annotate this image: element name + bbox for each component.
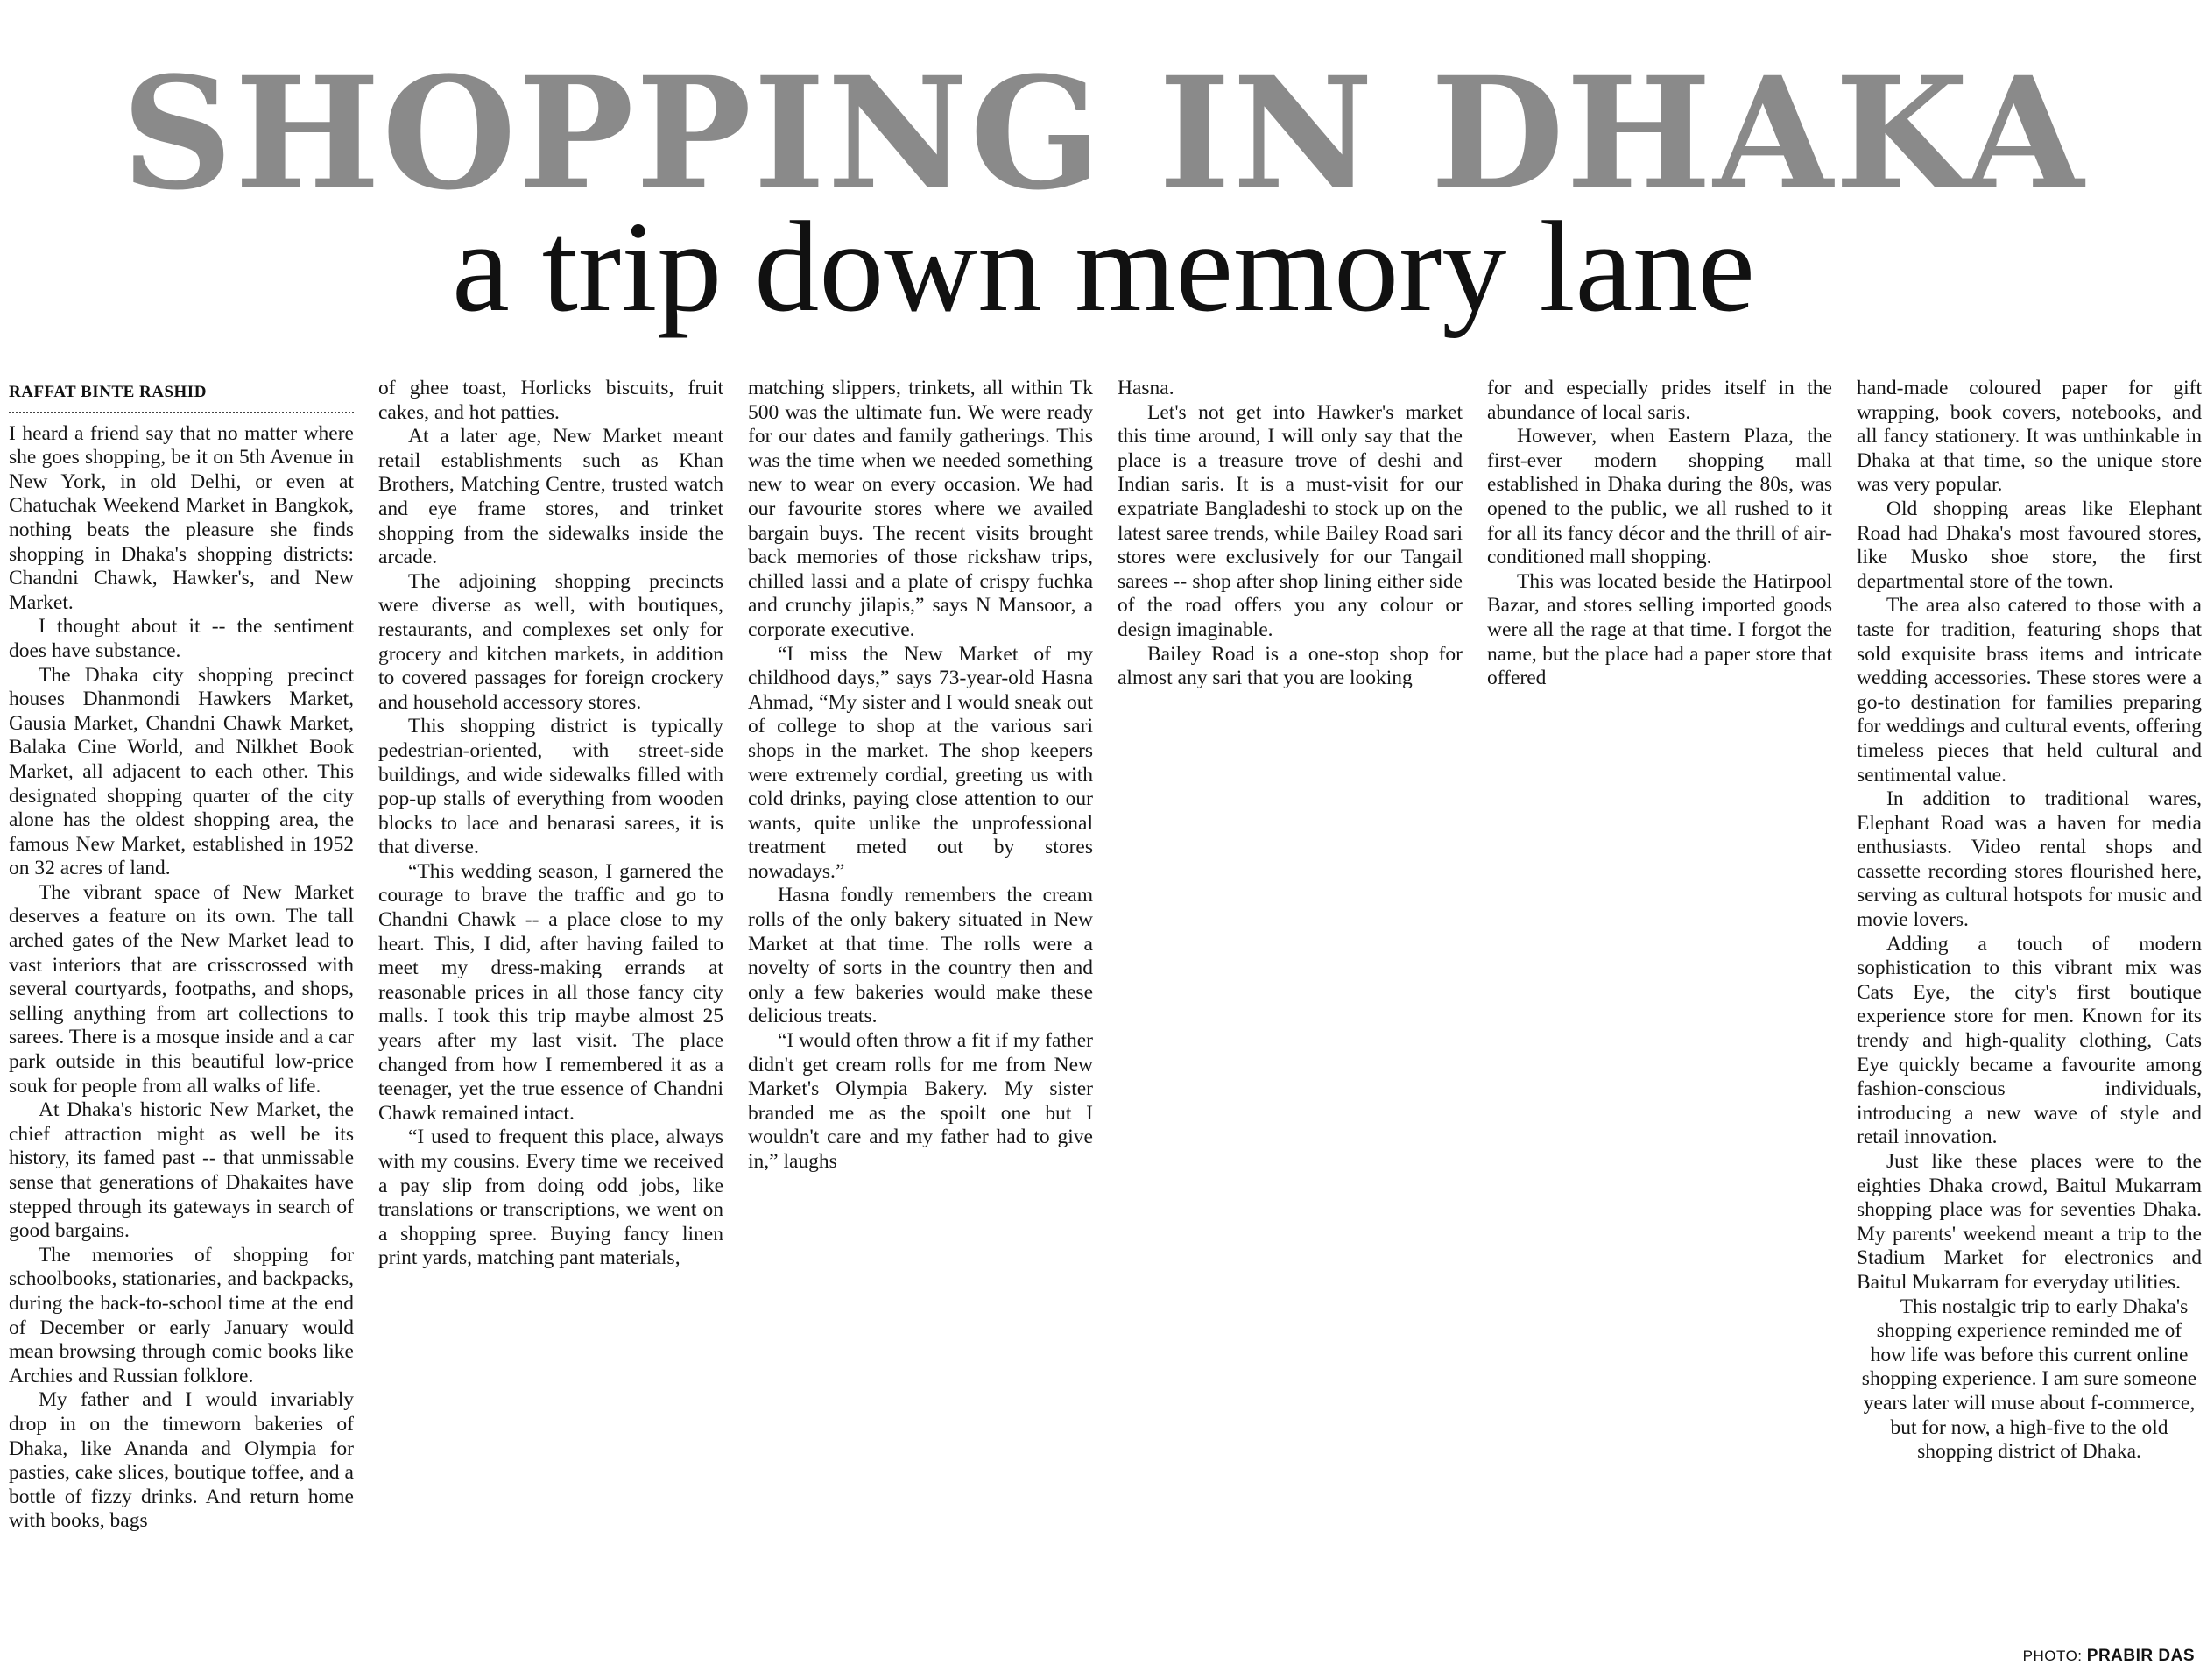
paragraph: of ghee toast, Horlicks biscuits, fruit cakes, and hot patties. <box>378 377 723 424</box>
article-column-5 <box>1487 377 1832 1647</box>
headline: SHOPPING IN DHAKA <box>121 43 2086 224</box>
paragraph: Bailey Road is a one-stop shop for almost any sari that you are looking <box>1118 642 1463 690</box>
paragraph: for and especially prides itself in the abundance of local saris. <box>1487 377 1832 424</box>
paragraph: The area also catered to those with a taste for tradition, featuring shops that sold exquisite brass items and intricate wedding accessories. These stores were a go-to destination for families preparing for weddings and cultural events, offering timeless pieces that held cultural and sentimental value. <box>1857 594 2202 787</box>
paragraph: In addition to traditional wares, Elephant Road was a haven for media enthusiasts. Video rental shops and cassette recording stores flourished here, serving as cultural hotspots for music and movie lovers. <box>1857 787 2202 932</box>
article-column-2 <box>378 377 723 1647</box>
paragraph: The adjoining shopping precincts were diverse as well, with boutiques, restaurants, and complexes set only for grocery and kitchen markets, in addition to covered passages for foreign crockery and household accessory stores. <box>378 569 723 714</box>
paragraph: Hasna fondly remembers the cream rolls of the only bakery situated in New Market at that time. The rolls were a novelty of sorts in the country then and only a few bakeries would make these delicious treats. <box>748 884 1093 1028</box>
article-column-6 <box>1857 377 2202 1647</box>
article-column-3 <box>748 377 1093 1647</box>
paragraph: Adding a touch of modern sophistication to this vibrant mix was Cats Eye, the city's first boutique experience store for men. Known for its trendy and high-quality clothing, Cats Eye quickly became a favourite among fashion-conscious individuals, introducing a new wave of style and retail innovation. <box>1857 932 2202 1149</box>
paragraph: Just like these places were to the eighties Dhaka crowd, Baitul Mukarram shopping place was for seventies Dhaka. My parents' weekend meant a trip to the Stadium Market for electronics and Baitul Mukarram for everyday utilities. <box>1857 1150 2202 1294</box>
paragraph: I thought about it -- the sentiment does have substance. <box>9 615 354 662</box>
paragraph: At Dhaka's historic New Market, the chief attraction might as well be its history, its famed past -- that unmissable sense that generations of Dhakaites have stepped through its gateways in search of good bargains. <box>9 1098 354 1243</box>
paragraph: “I used to frequent this place, always with my cousins. Every time we received a pay slip from doing odd jobs, like translations or transcriptions, we went on a shopping spree. Buying fancy linen print yards, matching pant materials, <box>378 1126 723 1270</box>
photo-credit <box>2023 1647 2195 1666</box>
paragraph: I heard a friend say that no matter where she goes shopping, be it on 5th Avenue in New York, in old Delhi, or even at Chatuchak Weekend Market in Bangkok, nothing beats the pleasure she finds shopping in Dhaka's shopping districts: Chandni Chawk, Hawker's, and New Market. <box>9 421 354 614</box>
paragraph: However, when Eastern Plaza, the first-ever modern shopping mall established in Dhaka during the 80s, was opened to the public, we all rushed to it for all its fancy décor and the thrill of air-conditioned mall shopping. <box>1487 425 1832 569</box>
paragraph: This was located beside the Hatirpool Bazar, and stores selling imported goods were all the rage at that time. I forgot the name, but the place had a paper store that offered <box>1487 569 1832 690</box>
paragraph: “This wedding season, I garnered the courage to brave the traffic and go to Chandni Chawk -- a place close to my heart. This, I did, after having failed to meet my dress-making errands at reasonable prices in all those fancy city malls. I took this trip maybe almost 25 years after my last visit. The place changed from how I remembered it as a teenager, yet the true essence of Chandni Chawk remained intact. <box>378 859 723 1125</box>
photographer-name: PRABIR DAS <box>2086 1647 2195 1665</box>
paragraph: The vibrant space of New Market deserves a feature on its own. The tall arched gates of the New Market lead to vast interiors that are crisscrossed with several courtyards, footpaths, and shops, selling anything from art collections to sarees. There is a mosque inside and a car park outside in this beautiful low-price souk for people from all walks of life. <box>9 880 354 1098</box>
paragraph: This nostalgic trip to early Dhaka's shopping experience reminded me of how life was before this current online shopping experience. I am sure someone years later will muse about f-commerce, but for now, a high-five to the old shopping district of Dhaka. <box>1861 1295 2197 1464</box>
paragraph: The Dhaka city shopping precinct houses Dhanmondi Hawkers Market, Gausia Market, Chandni Chawk Market, Balaka Cine World, and Nilkhet Book Market, all adjacent to each other. This designated shopping quarter of the city alone has the oldest shopping area, the famous New Market, established in 1952 on 32 acres of land. <box>9 663 354 880</box>
paragraph: “I would often throw a fit if my father didn't get cream rolls for me from New Market's Olympia Bakery. My sister branded me as the spoilt one but I wouldn't care and my father had to give in,” laughs <box>748 1029 1093 1173</box>
subheadline: a trip down memory lane <box>452 195 1755 339</box>
article-column-4 <box>1118 377 1463 1647</box>
paragraph: At a later age, New Market meant retail establishments such as Khan Brothers, Matching Centre, trusted watch and eye frame stores, and trinket shopping from the sidewalks inside the arcade. <box>378 425 723 569</box>
paragraph: Let's not get into Hawker's market this time around, I will only say that the place is a treasure trove of deshi and Indian saris. It is a must-visit for our expatriate Bangladeshi to stock up on the latest saree trends, while Bailey Road sari stores were exclusively for our Tangail sarees -- shop after shop lining either side of the road offers you any colour or design imaginable. <box>1118 400 1463 641</box>
paragraph: “I miss the New Market of my childhood days,” says 73-year-old Hasna Ahmad, “My sister and I would sneak out of college to shop at the various sari shops in the market. The shop keepers were extremely cordial, greeting us with cold drinks, paying close attention to our wants, quite unlike the unprofessional treatment meted out by stores nowadays.” <box>748 642 1093 883</box>
paragraph: Hasna. <box>1118 377 1174 399</box>
byline: RAFFAT BINTE RASHID <box>9 380 354 413</box>
paragraph: My father and I would invariably drop in on the timeworn bakeries of Dhaka, like Ananda and Olympia for pasties, cake slices, boutique toffee, and a bottle of fizzy drinks. And return home with books, bags <box>9 1388 354 1533</box>
paragraph: matching slippers, trinkets, all within Tk 500 was the ultimate fun. We were ready for our dates and family gatherings. This was the time when we needed something new to wear on every occasion. We had our favourite stores where we availed bargain buys. The recent visits brought back memories of those rickshaw trips, chilled lassi and a plate of crispy fuchka and crunchy jilapis,” says N Mansoor, a corporate executive. <box>748 377 1093 641</box>
paragraph: This shopping district is typically pedestrian-oriented, with street-side buildings, and wide sidewalks filled with pop-up stalls of everything from wooden blocks to lace and benarasi sarees, it is that diverse. <box>378 715 723 859</box>
paragraph: hand-made coloured paper for gift wrapping, book covers, notebooks, and all fancy stationery. It was unthinkable in Dhaka at that time, so the unique store was very popular. <box>1857 377 2202 497</box>
paragraph: Old shopping areas like Elephant Road had Dhaka's most favoured stores, like Musko shoe store, the first departmental store of the town. <box>1857 497 2202 593</box>
paragraph: The memories of shopping for schoolbooks, stationaries, and backpacks, during the back-to-school time at the end of December or early January would mean browsing through comic books like Archies and Russian folklore. <box>9 1243 354 1387</box>
photo-credit-label: PHOTO: <box>2022 1648 2083 1664</box>
article-column-1 <box>9 377 354 1647</box>
